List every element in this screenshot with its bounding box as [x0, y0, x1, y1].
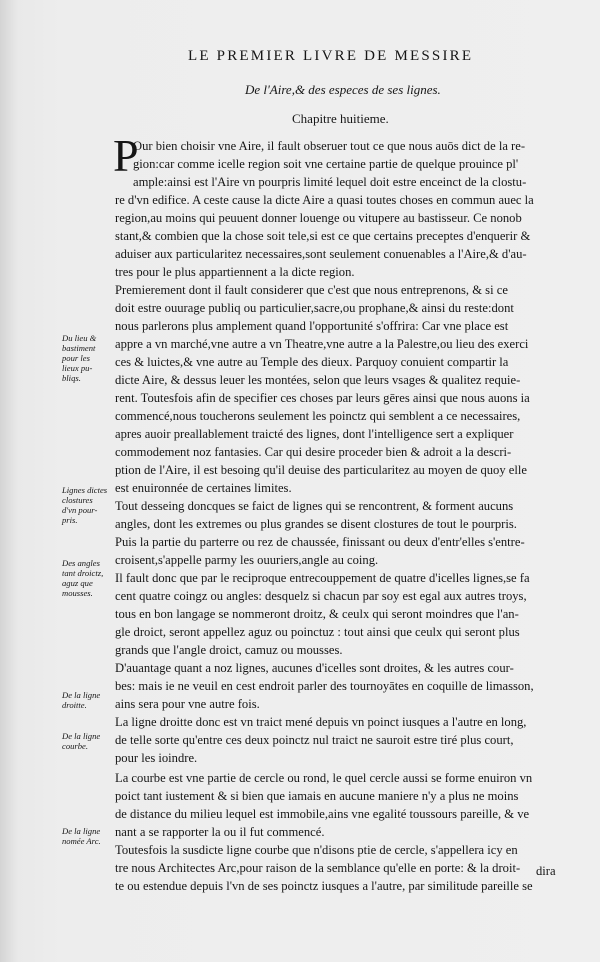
- margin-note-line: bastiment: [62, 343, 96, 353]
- body-line: est enuironnée de certaines limites.: [115, 481, 292, 495]
- body-line: commodement noz fantasies. Car qui desire proceder bien & adroit a la descri-: [115, 445, 512, 459]
- body-line: D'auantage quant a noz lignes, aucunes d'icelles sont droites, & les autres cour-: [115, 661, 514, 675]
- body-line: rent. Toutesfois afin de specifier ces choses par leurs gēres ainsi que nous auons ia: [115, 391, 530, 405]
- body-line: cent quatre coingz ou angles: desquelz si chacun par soy est egal aux autres troys,: [115, 589, 527, 603]
- margin-note: [62, 690, 116, 710]
- body-line: Il fault donc que par le reciproque entrecouppement de quatre d'icelles lignes,se fa: [115, 571, 530, 585]
- body-line: ample:ainsi est l'Aire vn pourpris limité lequel doit estre enceinct de la clostu-: [133, 175, 527, 189]
- body-line: Puis la partie du parterre ou rez de chaussée, finissant ou deux d'entr'elles s'entre-: [115, 535, 525, 549]
- body-line: tres pour le plus appartiennent a la dicte region.: [115, 265, 355, 279]
- body-line: croisent,s'appelle parmy les ouuriers,angle au coing.: [115, 553, 379, 567]
- body-line: commencé,nous toucherons seulement les poinctz qui semblent a ce necessaires,: [115, 409, 521, 423]
- body-line: Premierement dont il fault considerer que c'est que nous entreprenons, & si ce: [115, 283, 508, 297]
- catchword: dira: [536, 864, 556, 878]
- drop-capital: P: [113, 130, 139, 181]
- body-line: nous parlerons plus amplement quand l'opportunité s'offrira: Car vne place est: [115, 319, 509, 333]
- margin-note-line: Des angles: [62, 558, 100, 568]
- body-line: de distance du milieu lequel est immobile,ains vne egalité toussours pareille, & ve: [115, 807, 530, 821]
- margin-note-line: bliqs.: [62, 373, 81, 383]
- chapter-title: Chapitre huitieme.: [292, 111, 389, 126]
- body-line: stant,& combien que la chose soit tele,si est ce que certains preceptes d'enquerir &: [115, 229, 531, 243]
- margin-note-line: mousses.: [62, 588, 93, 598]
- margin-note-line: nomée Arc.: [62, 836, 101, 846]
- body-line: bes: mais ie ne veuil en cest endroit parler des tournoyātes en coquille de limasson,: [115, 679, 534, 693]
- body-line: appre a vn marché,vne autre a vn Theatre,vne autre a la Palestre,ou lieu des exerci: [115, 337, 529, 351]
- body-line: poict tant iustement & si bien que iamais en aucune maniere n'y a plus ne moins: [115, 789, 519, 803]
- body-line: tre nous Architectes Arc,pour raison de la semblance qu'elle en porte: & la droit-: [115, 861, 521, 875]
- margin-note-line: droitte.: [62, 700, 87, 710]
- body-line: angles, dont les extremes ou plus grandes se disent clostures de tout le pourpris.: [115, 517, 517, 531]
- margin-note-line: tant droictz,: [62, 568, 104, 578]
- body-line: ption de l'Aire, il est besoing qu'il deuise des particularitez au moyen de quoy elle: [115, 463, 527, 477]
- body-line: pour les ioindre.: [115, 751, 198, 765]
- margin-note-line: pour les: [62, 353, 90, 363]
- body-line: Toutesfois la susdicte ligne courbe que n'disons ptie de cercle, s'appellera icy en: [115, 843, 518, 857]
- margin-note: [62, 826, 116, 846]
- body-line: te ou estendue depuis l'vn de ses poinctz iusques a l'autre, par similitude pareille se: [115, 879, 533, 893]
- body-line: region,au moins qui peuuent donner louenge ou vitupere au bastisseur. Ce nonob: [115, 211, 522, 225]
- body-line: nant a se rapporter la ou il fut commencé.: [115, 825, 325, 839]
- body-line: re d'vn edifice. A ceste cause la dicte Aire a quasi toutes choses en commun auec la: [115, 193, 534, 207]
- body-line: grands que l'angle droict, camuz ou mousses.: [115, 643, 343, 657]
- margin-note-line: De la ligne: [62, 690, 101, 700]
- body-line: apres auoir preallablement traicté des lignes, dont l'intelligence sert a expliquer: [115, 427, 514, 441]
- margin-note: [62, 731, 116, 751]
- body-line: ains sera pour vne autre fois.: [115, 697, 260, 711]
- section-title: De l'Aire,& des especes de ses lignes.: [245, 82, 441, 97]
- margin-note-line: pris.: [62, 515, 78, 525]
- margin-note-line: Lignes dictes: [62, 485, 108, 495]
- margin-note-line: clostures: [62, 495, 93, 505]
- margin-note-line: d'vn pour-: [62, 505, 98, 515]
- running-head: LE PREMIER LIVRE DE MESSIRE: [188, 48, 474, 64]
- body-line: doit estre ouurage publiq ou particulier,sacre,ou prophane,& ainsi du reste:dont: [115, 301, 514, 315]
- body-line: dicte Aire, & dessus leuer les montées, selon que leurs vsages & qualitez requie-: [115, 373, 521, 387]
- body-line: aduiser aux particularitez necessaires,sont seulement conuenables a l'Aire,& d'au-: [115, 247, 527, 261]
- margin-note: [62, 558, 116, 598]
- margin-note: [62, 485, 116, 525]
- body-line: La ligne droitte donc est vn traict mené depuis vn poinct iusques a l'autre en long,: [115, 715, 527, 729]
- margin-note-line: aguz que: [62, 578, 93, 588]
- body-line: Tout desseing doncques se faict de lignes qui se rencontrent, & forment aucuns: [115, 499, 514, 513]
- body-line: La courbe est vne partie de cercle ou rond, le quel cercle aussi se forme enuiron vn: [115, 771, 533, 785]
- margin-note-line: De la ligne: [62, 826, 101, 836]
- margin-note: [62, 333, 116, 383]
- margin-note-line: Du lieu &: [62, 333, 97, 343]
- margin-note-line: courbe.: [62, 741, 89, 751]
- body-line: ces & luictes,& vne autre au Temple des dieux. Parquoy conuient compartir la: [115, 355, 509, 369]
- body-line: gle droict, seront appellez aguz ou poinctuz : tout ainsi que ceulx qui seront plus: [115, 625, 520, 639]
- body-line: tous en bon langage se nommeront droitz, & ceulx qui seront moindres que l'an-: [115, 607, 519, 621]
- body-line: Our bien choisir vne Aire, il fault obseruer tout ce que nous auōs dict de la re-: [133, 139, 526, 153]
- body-line: gion:car comme icelle region soit vne certaine partie de quelque prouince pl': [133, 157, 519, 171]
- margin-note-line: lieux pu-: [62, 363, 93, 373]
- body-line: de telle sorte qu'entre ces deux poinctz nul traict ne sauroit estre tiré plus court,: [115, 733, 514, 747]
- margin-note-line: De la ligne: [62, 731, 101, 741]
